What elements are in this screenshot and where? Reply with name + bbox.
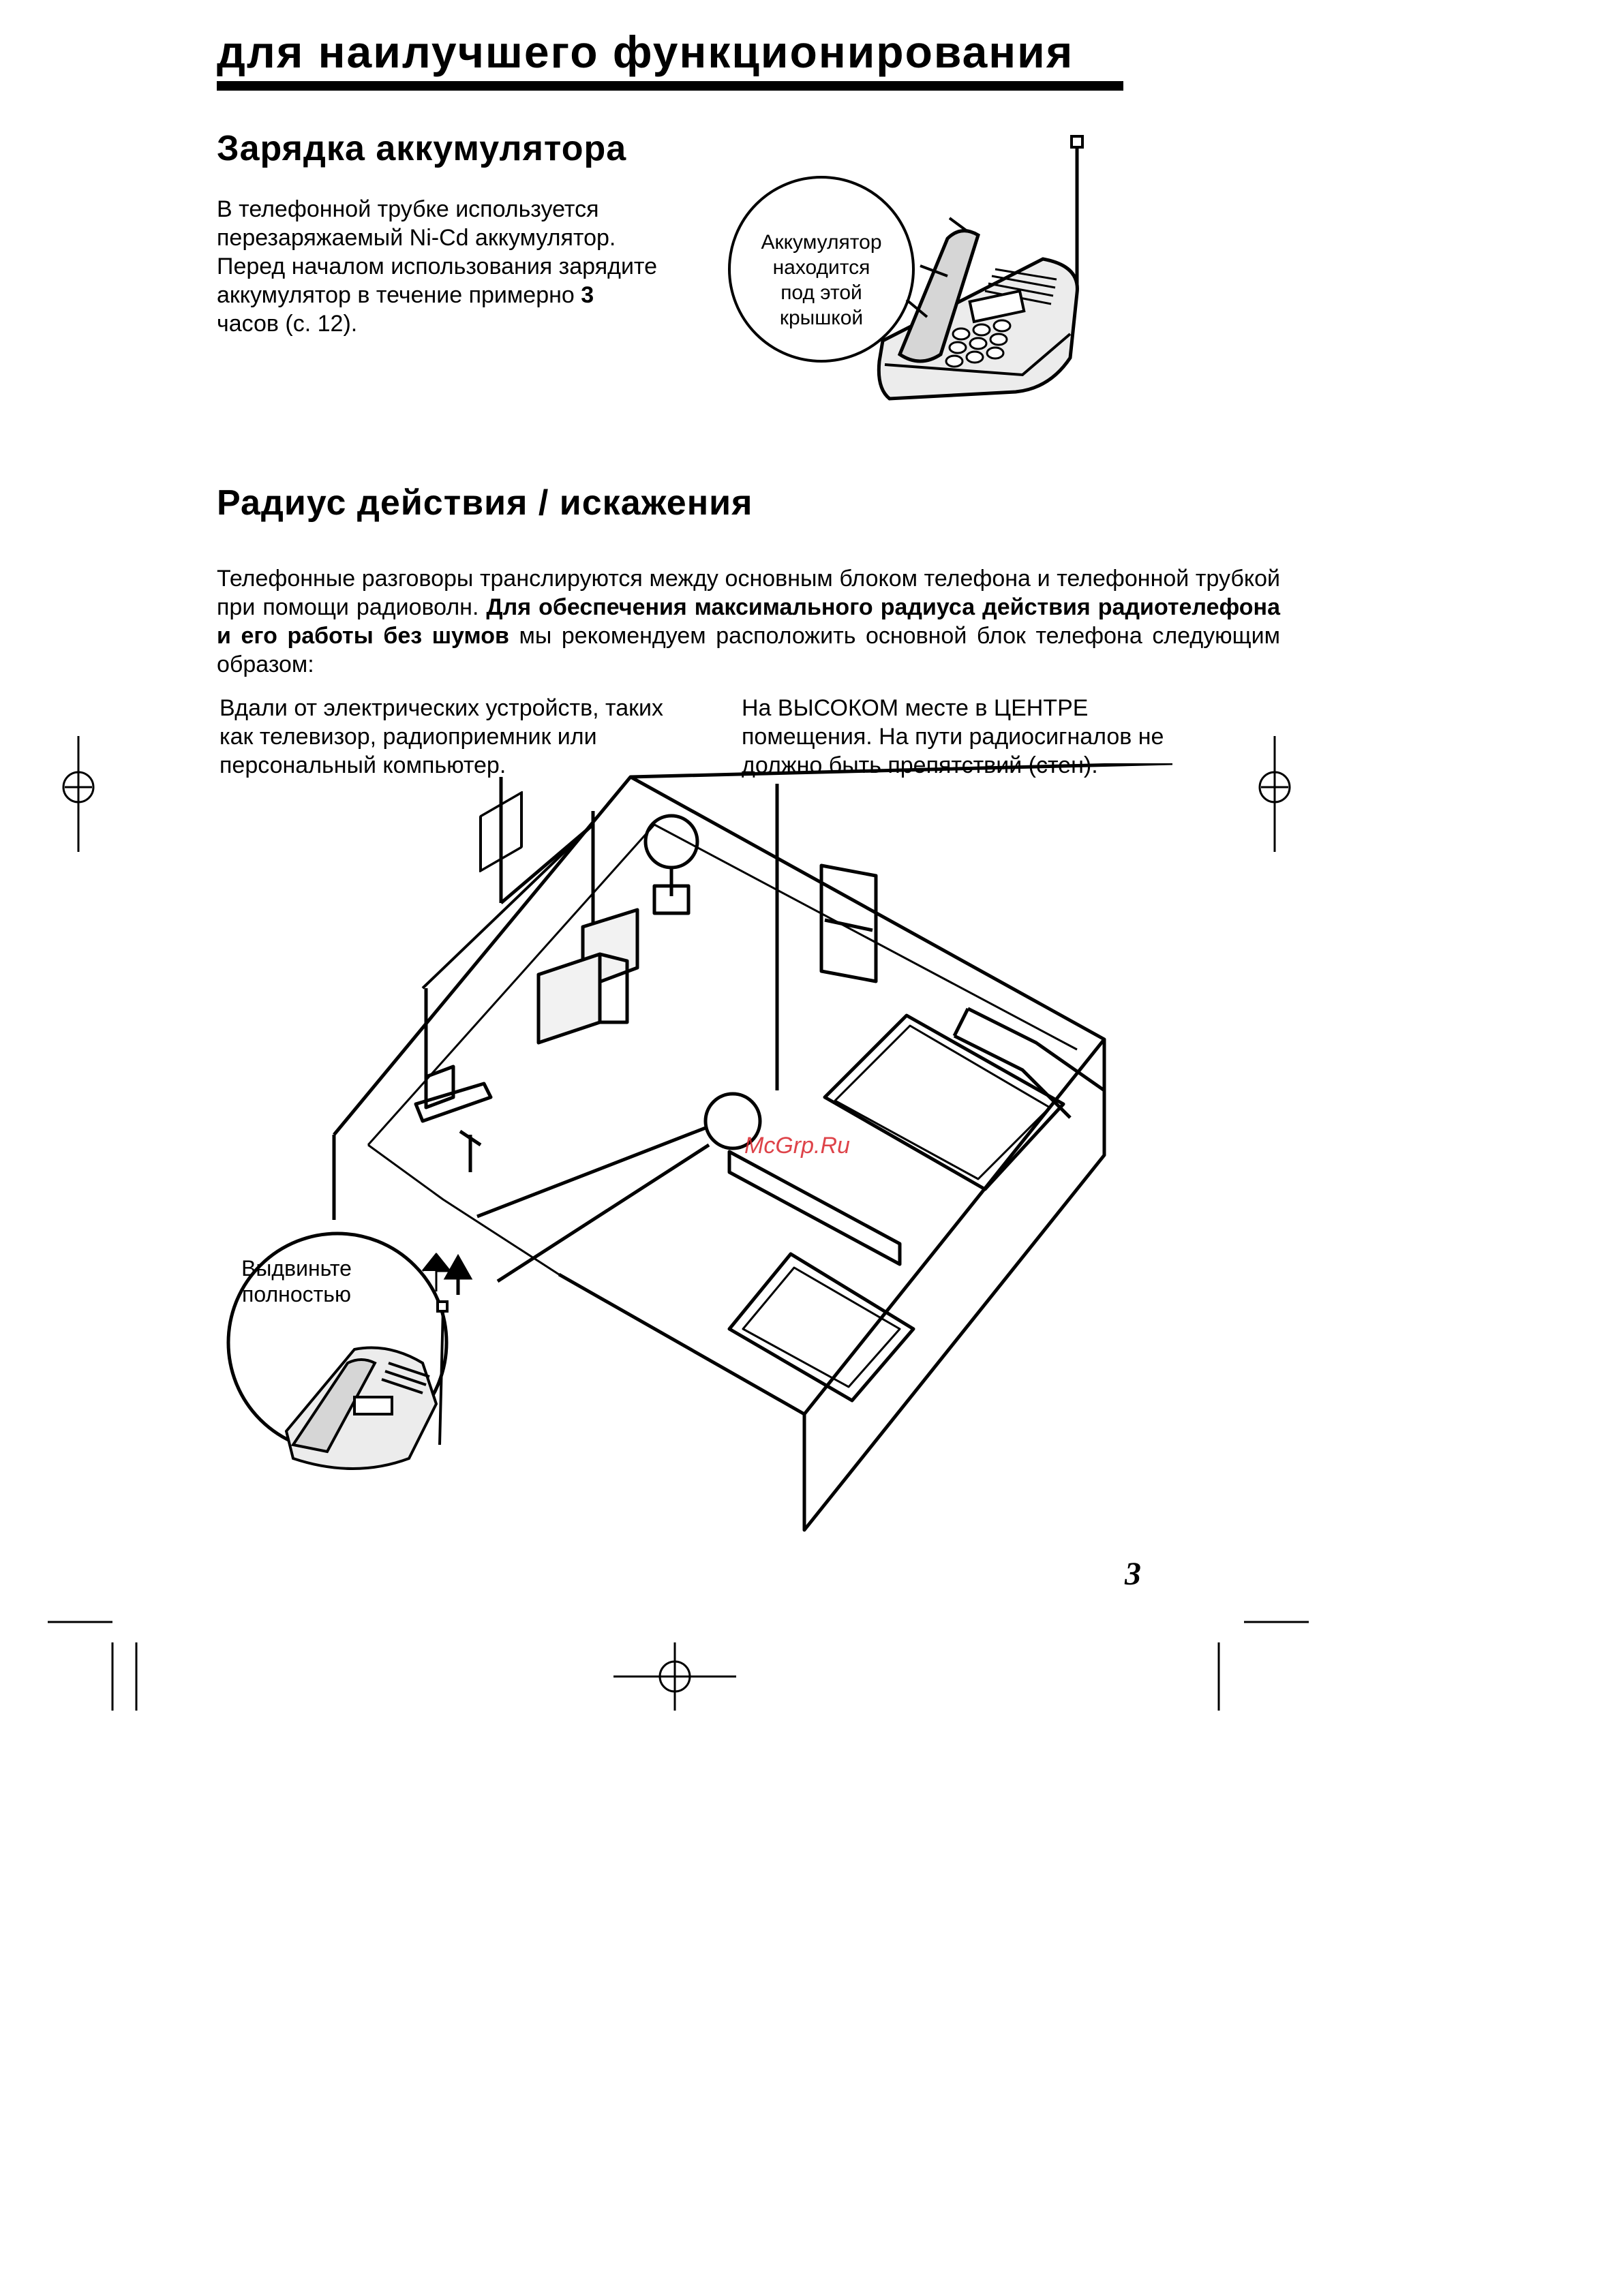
- phone-battery-illustration: [716, 129, 1125, 416]
- callout-line-3: под этой: [780, 281, 862, 304]
- extend-antenna-label-line-1: Выдвиньте: [241, 1256, 352, 1281]
- print-registration-marks: [0, 709, 1623, 1731]
- battery-description: [217, 195, 660, 338]
- watermark: McGrp.Ru: [744, 1133, 850, 1159]
- note-high-central-place: На ВЫСОКОМ месте в ЦЕНТРЕ помещения. На пути радиосигналов не должно быть препятствий (стен).: [742, 695, 1164, 778]
- page-header: для наилучшего функционирования: [217, 27, 1123, 91]
- range-intro-bold: Для обеспечения максимального радиуса действия радиотелефона и его работы без шумов: [217, 594, 1281, 649]
- battery-text-2: часов (с. 12).: [217, 311, 358, 337]
- extend-antenna-label-line-2: полностью: [242, 1282, 351, 1306]
- range-section-title: Радиус действия / искажения: [217, 483, 753, 523]
- range-intro-text-1: Телефонные разговоры транслируются между основным блоком телефона и телефонной трубкой при помощи радиоволн.: [217, 566, 1280, 620]
- battery-hours-bold: 3: [581, 282, 594, 308]
- range-intro-text-2: мы рекомендуем расположить основной блок телефона следующим образом:: [217, 623, 1280, 677]
- callout-line-4: крышкой: [779, 307, 864, 329]
- range-intro: [217, 564, 1280, 679]
- note-away-from-devices: Вдали от электрических устройств, таких как телевизор, радиоприемник или персональный компьютер.: [219, 695, 664, 778]
- battery-section-title: Зарядка аккумулятора: [217, 129, 627, 168]
- callout-line-2: находится: [772, 256, 870, 279]
- battery-text-1: В телефонной трубке используется перезаряжаемый Ni-Cd аккумулятор. Перед началом использования зарядите аккумулятор в течение примерно: [217, 196, 658, 308]
- callout-line-1: Аккумулятор: [761, 231, 882, 254]
- page-number: 3: [1125, 1556, 1141, 1592]
